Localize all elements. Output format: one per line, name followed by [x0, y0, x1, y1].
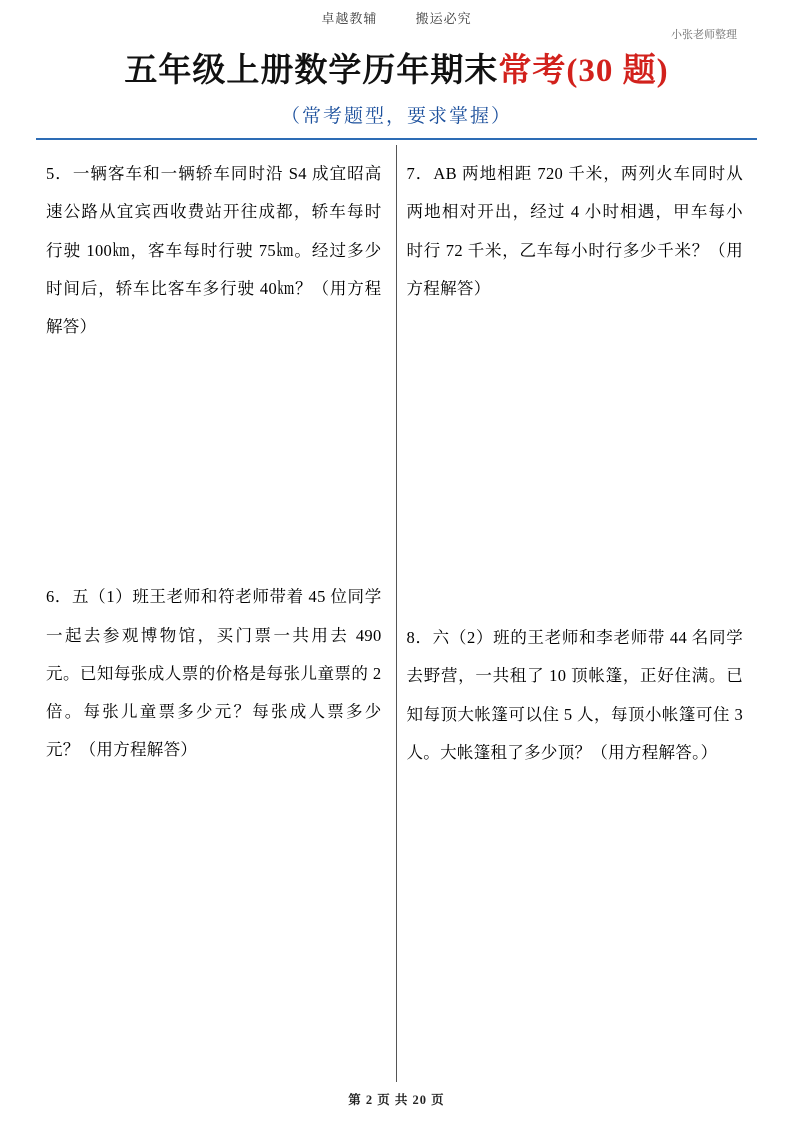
watermark-right: 搬运必究: [415, 11, 472, 26]
question-item: 8．六（2）班的王老师和李老师带 44 名同学去野营，一共租了 10 顶帐篷，正好住满。已知每顶大帐篷可以住 5 人，每顶小帐篷可住 3 人。大帐篷租了多少顶？（用方程解答。）: [406, 628, 743, 762]
question-columns: [36, 145, 757, 1082]
header-watermarks: [0, 8, 793, 27]
title-block: [0, 44, 793, 128]
header-divider: [36, 138, 757, 140]
page-subtitle: （常考题型，要求掌握）: [280, 106, 512, 127]
watermark-left: 卓越教辅: [321, 11, 378, 26]
column-right: [397, 145, 758, 1082]
corner-note: 小张老师整理: [671, 29, 737, 41]
question-item: 5．一辆客车和一辆轿车同时沿 S4 成宜昭高速公路从宜宾西收费站开往成都，轿车每时行驶 100㎞，客车每时行驶 75㎞。经过多少时间后，轿车比客车多行驶 40㎞？（用方程解答）: [46, 164, 382, 337]
column-left: [36, 145, 397, 1082]
question-item: 7．AB 两地相距 720 千米，两列火车同时从两地相对开出，经过 4 小时相遇，甲车每小时行 72 千米，乙车每小时行多少千米？（用方程解答）: [406, 164, 743, 298]
page-title-main: 五年级上册数学历年期末: [124, 53, 499, 89]
page-footer: 第 2 页 共 20 页: [348, 1093, 445, 1107]
page-title-highlight: 常考(30 题): [498, 53, 669, 89]
question-item: 6．五（1）班王老师和符老师带着 45 位同学一起去参观博物馆，买门票一共用去 490 元。已知每张成人票的价格是每张儿童票的 2 倍。每张儿童票多少元？每张成人票多少元？（用方程解答）: [46, 587, 382, 760]
page-title: [0, 44, 793, 91]
